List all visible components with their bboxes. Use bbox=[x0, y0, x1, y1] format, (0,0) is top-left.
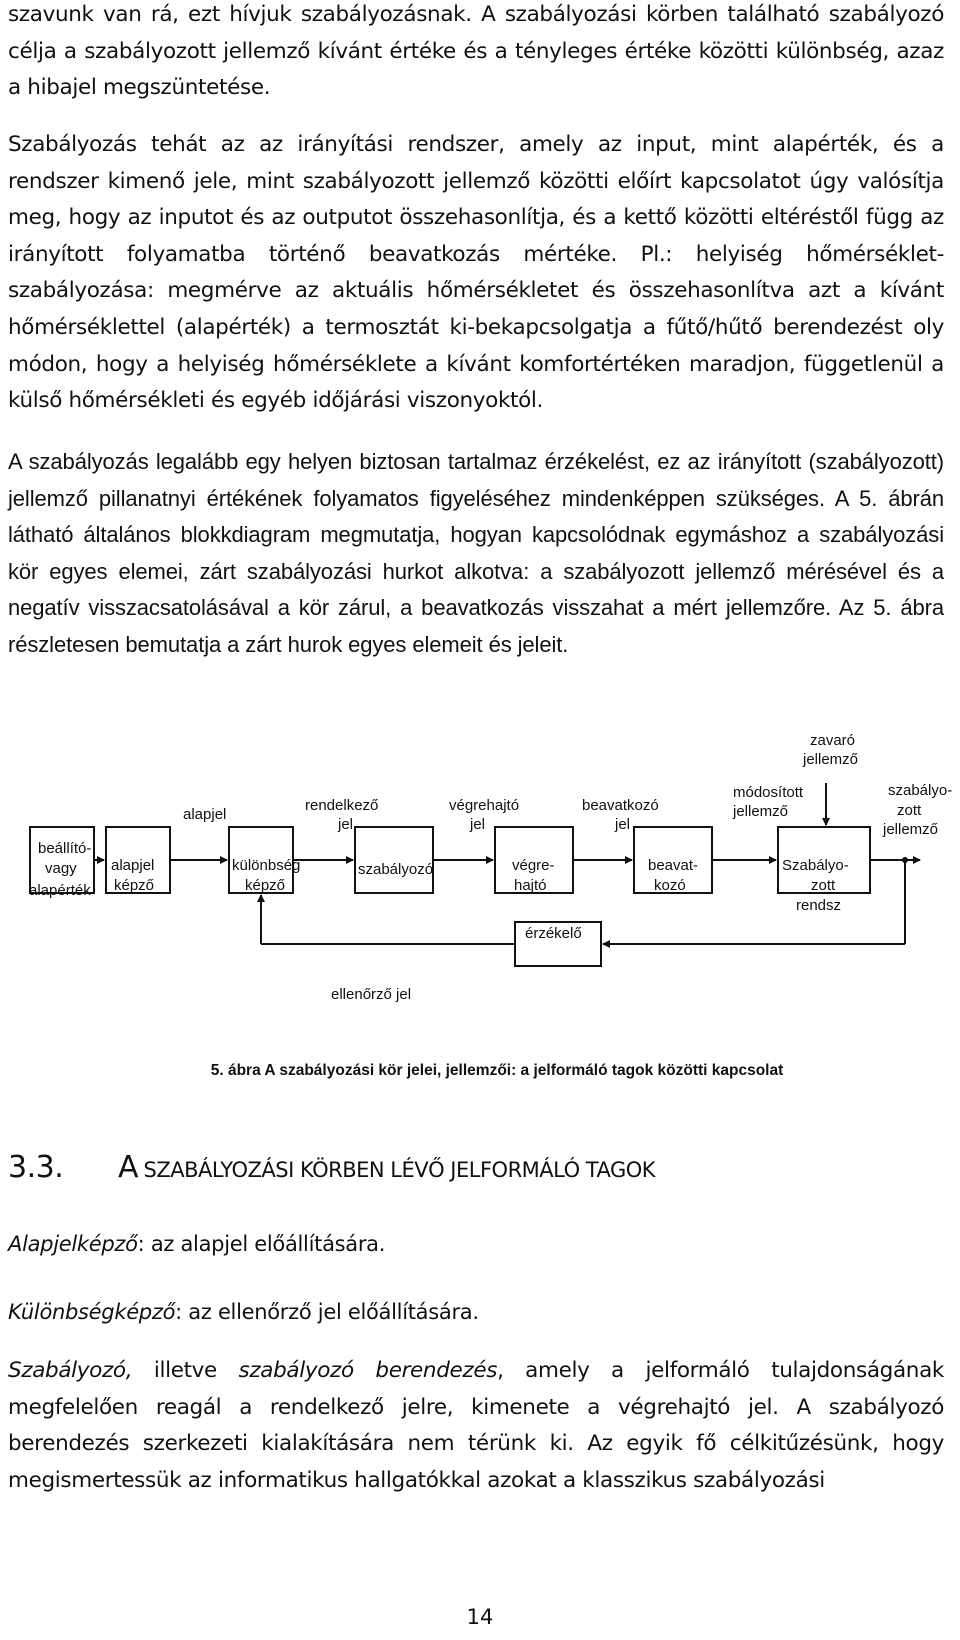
block-beavatkozo-label-2: kozó bbox=[654, 877, 686, 894]
signal-alapjel: alapjel bbox=[183, 806, 227, 823]
definition-term: szabályozó berendezés bbox=[238, 1358, 498, 1383]
section-heading bbox=[8, 1150, 655, 1185]
definition-kulonbsegkepzo bbox=[8, 1300, 479, 1324]
signal-szabalyozott-1: szabályo- bbox=[888, 782, 953, 799]
figure-caption: 5. ábra A szabályozási kör jelei, jellemzői: a jelformáló tagok közötti kapcsolat bbox=[210, 1062, 784, 1079]
control-loop-diagram bbox=[0, 731, 960, 1031]
signal-modositott-1: módosított bbox=[733, 784, 804, 801]
definition-text: , amely a jelformáló tulajdonságának megfelelően reagál a rendelkező jelre, kimenete a végrehajtó jel. A szabályozó berendezés szerkezeti kialakítására nem térünk ki. Az egyik fő célkitűzésünk, hogy megismertessük az informatikus hallgatókkal azokat a klasszikus szabályozási bbox=[8, 1358, 944, 1493]
block-kulonbseg-label-1: különbség bbox=[232, 857, 301, 874]
block-szabalyozott-label-2: zott bbox=[811, 877, 836, 894]
signal-rendelkezo-2: jel bbox=[338, 816, 354, 833]
block-erzekelo-label: érzékelő bbox=[525, 925, 582, 942]
signal-ellenorzo: ellenőrző jel bbox=[331, 986, 412, 1003]
signal-szabalyozott-2: zott bbox=[897, 802, 922, 819]
section-title-rest: SZABÁLYOZÁSI KÖRBEN LÉVŐ JELFORMÁLÓ TAGOK bbox=[143, 1158, 656, 1182]
block-szabalyozo bbox=[355, 827, 433, 893]
page-number: 14 bbox=[466, 1605, 494, 1629]
signal-beavatkozo-jel-2: jel bbox=[615, 816, 631, 833]
definition-szabalyozo bbox=[8, 1353, 944, 1499]
signal-szabalyozott-3: jellemző bbox=[883, 821, 939, 838]
definition-alapjelkepzo bbox=[8, 1232, 385, 1256]
signal-beavatkozo-jel-1: beavatkozó bbox=[582, 797, 659, 814]
block-vegrehajto-label-2: hajtó bbox=[514, 877, 547, 894]
block-beavatkozo-label-1: beavat- bbox=[648, 857, 699, 874]
block-szabalyozo-label: szabályozó bbox=[358, 861, 434, 878]
block-vegrehajto-label-1: végre- bbox=[512, 857, 555, 874]
paragraph-intro: szavunk van rá, ezt hívjuk szabályozásnak. A szabályozási körben található szabályozó célja a szabályozott jellemző kívánt értéke és a tényleges értéke közötti különbség, azaz a hibajel megszüntetése. bbox=[8, 2, 944, 101]
definition-connector: illetve bbox=[132, 1358, 239, 1383]
section-title-cap: A bbox=[118, 1150, 139, 1185]
definition-term: Különbségképző bbox=[8, 1300, 176, 1324]
paragraph-definition: Szabályozás tehát az az irányítási rendszer, amely az input, mint alapérték, és a rendszer kimenő jele, mint szabályozott jellemző közötti előírt kapcsolatot úgy valósítja meg, hogy az inputot és az outputot összehasonlítja, és a kettő közötti eltéréstől függ az irányított folyamatba történő beavatkozás mértéke. Pl.: helyiség hőmérséklet-szabályozása: megmérve az aktuális hőmérsékletet és összehasonlítva azt a kívánt hőmérséklettel (alapérték) a termosztát ki-bekapcsolgatja a fűtő/hűtő berendezést oly módon, hogy a helyiség hőmérséklete a kívánt komfortértéken maradjon, függetlenül a külső hőmérsékleti és egyéb időjárási viszonyoktól. bbox=[8, 132, 944, 414]
block-alapjelkepzo-label-1: alapjel bbox=[111, 857, 155, 874]
section-number: 3.3. bbox=[8, 1150, 64, 1185]
signal-modositott-2: jellemző bbox=[733, 803, 789, 820]
signal-vegrehajto-jel-1: végrehajtó bbox=[449, 797, 520, 814]
paragraph-blockdiagram: A szabályozás legalább egy helyen biztosan tartalmaz érzékelést, ez az irányított (szabályozott) jellemző pillanatnyi értékének folyamatos figyeléséhez mindenképpen szükséges. A 5. ábrán látható általános blokkdiagram megmutatja, hogyan kapcsolódnak egymáshoz a szabályozási kör egyes elemei, zárt szabályozási hurkot alkotva: a szabályozott jellemző mérésével és a negatív visszacsatolásával a kör zárul, a beavatkozás visszahat a mért jellemzőre. Az 5. ábra részletesen bemutatja a zárt hurok egyes elemeit és jeleit. bbox=[8, 449, 944, 657]
block-alapjelkepzo-label-2: képző bbox=[114, 877, 155, 894]
definition-text: : az alapjel előállítására. bbox=[137, 1232, 386, 1256]
block-szabalyozott-label-1: Szabályo- bbox=[782, 857, 849, 874]
signal-rendelkezo-1: rendelkező bbox=[305, 797, 379, 814]
definition-term: Alapjelképző bbox=[8, 1232, 138, 1256]
definition-term: Szabályozó, bbox=[8, 1358, 133, 1383]
block-beallito-label-2: vagy bbox=[45, 860, 77, 877]
signal-vegrehajto-jel-2: jel bbox=[470, 816, 486, 833]
block-beallito-label-1: beállító- bbox=[38, 840, 92, 857]
block-szabalyozott-label-3: rendsz bbox=[796, 897, 842, 914]
signal-zavaro-1: zavaró bbox=[810, 732, 856, 749]
signal-zavaro-2: jellemző bbox=[803, 751, 859, 768]
definition-text: : az ellenőrző jel előállítására. bbox=[175, 1300, 479, 1324]
block-beallito-label-3: alapérték bbox=[29, 882, 91, 899]
block-kulonbseg-label-2: képző bbox=[245, 877, 286, 894]
